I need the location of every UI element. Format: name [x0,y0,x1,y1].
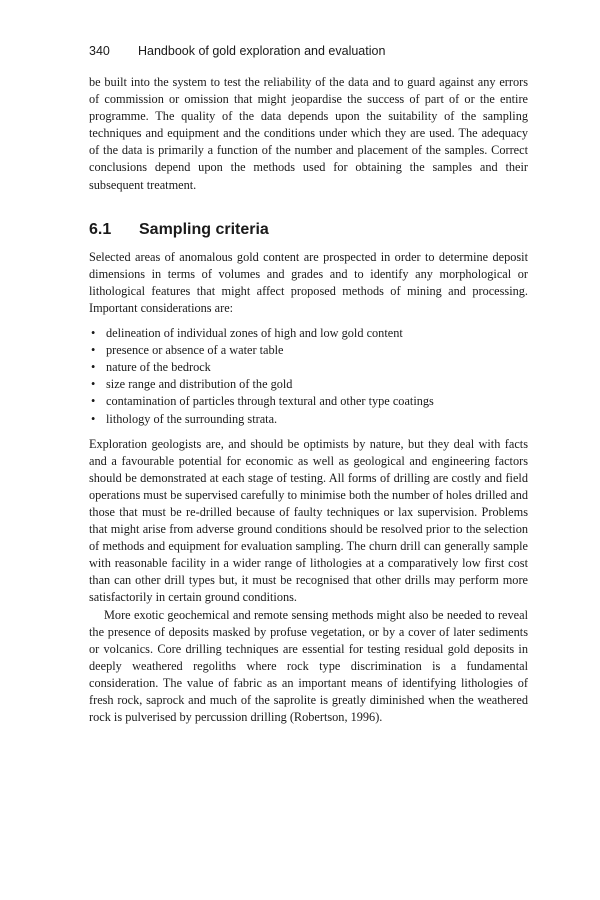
section-title: Sampling criteria [139,220,269,238]
considerations-list [89,325,528,428]
list-item: • contamination of particles through textural and other type coatings [89,393,528,410]
page-number: 340 [89,44,110,58]
list-item: • delineation of individual zones of high and low gold content [89,325,528,342]
list-item: • presence or absence of a water table [89,342,528,359]
section-number: 6.1 [89,220,112,238]
list-item: • nature of the bedrock [89,359,528,376]
remote-sensing-paragraph: More exotic geochemical and remote sensing methods might also be needed to reveal the presence of deposits masked by profuse vegetation, or by a cover of later sediments or volcanics. Core drilling techniques are essential for testing residual gold deposits in deeply weathered regoliths where rock type discrimination is a fundamental consideration. The value of fabric as an important means of identifying lithologies of fresh rock, saprock and much of the saprolite is greatly diminished when the weathered rock is pulverised by percussion drilling (Robertson, 1996). [89,607,528,725]
list-item: • lithology of the surrounding strata. [89,411,528,428]
exploration-paragraph: Exploration geologists are, and should be optimists by nature, but they deal with facts and a favourable potential for economic as well as geological and engineering factors should be demonstrated at each stage of testing. All forms of drilling are costly and field operations must be supervised carefully to minimise both the number of holes drilled and those that must be re-drilled because of faulty techniques or lax supervision. Problems that might arise from adverse ground conditions should be resolved prior to the selection of methods and equipment for evaluation sampling. The churn drill can generally sample with reasonable facility in a wider range of lithologies at a comparatively low first cost than can other drill types but, it must be recognised that other drills may perform more satisfactorily in certain ground conditions. [89,436,528,605]
section-heading [89,220,528,240]
list-item: • size range and distribution of the gold [89,376,528,393]
book-title: Handbook of gold exploration and evaluation [138,44,386,58]
intro-paragraph: be built into the system to test the reliability of the data and to guard against any errors of commission or omission that might jeopardise the success of part of or the entire programme. The quality of the data depends upon the suitability of the sampling techniques and equipment and the conditions under which they are used. The adequacy of the data is primarily a function of the number and placement of the samples. Correct conclusions depend upon the methods used for obtaining the samples and their subsequent treatment. [89,75,528,192]
section-lead-paragraph: Selected areas of anomalous gold content are prospected in order to determine deposit dimensions in terms of volumes and grades and to identify any morphological or lithological features that might affect proposed methods of mining and processing. Important considerations are: [89,249,528,315]
running-header [89,42,528,60]
body-text [89,74,528,726]
